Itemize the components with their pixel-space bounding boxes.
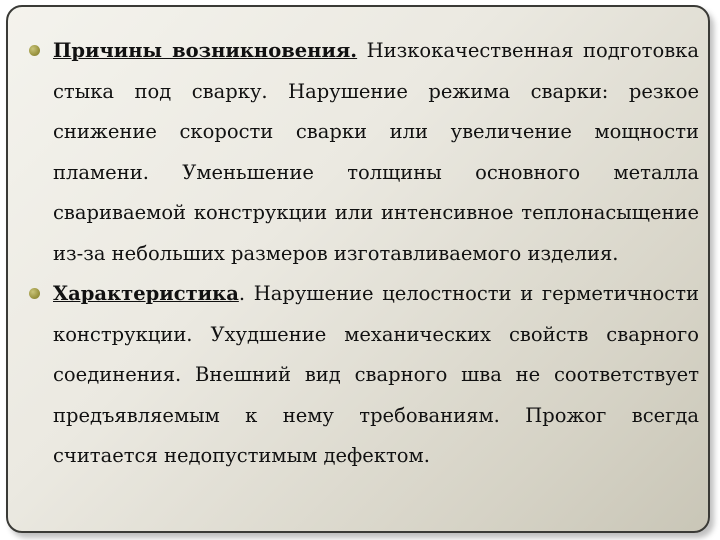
causes-text: Низкокачественная подготовка стыка под сварку. Нарушение режима сварки: резкое снижение скорости сварки или увеличение мощности пламени. Уменьшение толщины основного металла свариваемой конструкции или интенсивное теплонасыщение из-за небольших размеров изготавливаемого изделия. [53,39,699,265]
bullet-icon [29,45,40,56]
bullet-icon [29,288,40,299]
content-panel [6,5,710,533]
bullet-item-causes [25,31,699,274]
bullet-item-characteristics [25,274,699,477]
characteristics-heading: Характеристика [53,282,239,305]
causes-heading: Причины возникновения. [53,39,358,62]
characteristics-text: . Нарушение целостности и герметичности конструкции. Ухудшение механических свойств сварного соединения. Внешний вид сварного шва не соответствует предъявляемым к нему требованиям. Прожог всегда считается недопустимым дефектом. [53,282,699,467]
bullet-list [25,31,699,477]
